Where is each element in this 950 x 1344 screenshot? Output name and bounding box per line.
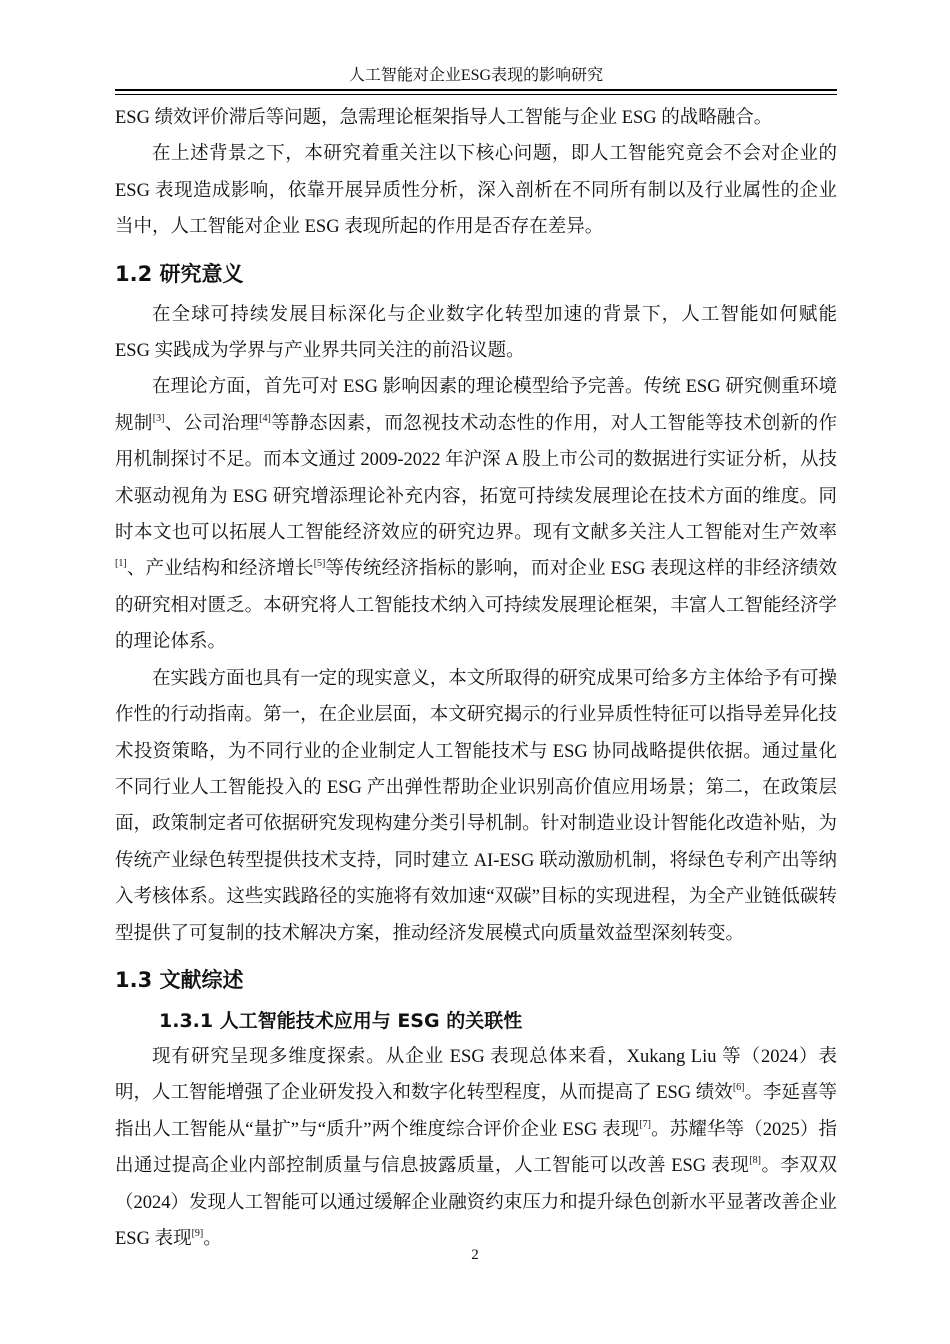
text-run: 。 bbox=[203, 1228, 222, 1249]
text-run: 、产业结构和经济增长 bbox=[126, 559, 314, 580]
citation-ref: [1] bbox=[115, 558, 127, 570]
text-run: 在理论方面，首先可对 ESG 影响因素的理论模型给予完善。传统 ESG 研究侧重环境规制 bbox=[115, 377, 837, 434]
paragraph: 在上述背景之下，本研究着重关注以下核心问题，即人工智能究竟会不会对企业的 ESG 表现造成影响，依靠开展异质性分析，深入剖析在不同所有制以及行业属性的企业当中，人工智能对企业 ESG 表现所起的作用是否存在差异。 bbox=[115, 144, 837, 238]
text-run: 。苏耀华等（2025）指出通过提高企业内部控制质量与信息披露质量，人工智能可以改善 ESG 表现 bbox=[115, 1119, 837, 1177]
section-heading: 1.2 研究意义 bbox=[115, 261, 244, 286]
header-rule-thin bbox=[115, 94, 837, 95]
paragraph bbox=[115, 369, 837, 660]
paragraph: 在全球可持续发展目标深化与企业数字化转型加速的背景下，人工智能如何赋能 ESG 实践成为学界与产业界共同关注的前沿议题。 bbox=[115, 304, 837, 362]
citation-ref: [3] bbox=[152, 412, 165, 424]
paragraph bbox=[115, 1039, 837, 1257]
paragraph: 在实践方面也具有一定的现实意义，本文所取得的研究成果可给多方主体给予有可操作性的行动指南。第一，在企业层面，本文研究揭示的行业异质性特征可以指导差异化技术投资策略，为不同行业的企业制定人工智能技术与 ESG 协同战略提供依据。通过量化不同行业人工智能投入的 ESG 产出弹性帮助企业识别高价值应用场景；第二，在政策层面，政策制定者可依据研究发现构建分类引导机制。针对制造业设计智能化改造补贴，为传统产业绿色转型提供技术支持，同时建立 AI-ESG 联动激励机制，将绿色专利产出等纳入考核体系。这些实践路径的实施将有效加速“双碳”目标的实现进程，为全产业链低碳转型提供了可复制的技术解决方案，推动经济发展模式向质量效益型深刻转变。 bbox=[115, 668, 837, 944]
citation-ref: [4] bbox=[259, 412, 271, 424]
text-run: 、公司治理 bbox=[164, 413, 260, 434]
citation-ref: [8] bbox=[749, 1155, 761, 1167]
text-run: 现有研究呈现多维度探索。从企业 ESG 表现总体来看，Xukang Liu 等（2024）表明，人工智能增强了企业研发投入和数字化转型程度，从而提高了 ESG 绩效 bbox=[115, 1046, 837, 1104]
paragraph: ESG 绩效评价滞后等问题，急需理论框架指导人工智能与企业 ESG 的战略融合。 bbox=[115, 108, 773, 128]
body-text bbox=[115, 100, 837, 1257]
citation-ref: [5] bbox=[313, 558, 326, 570]
header-rule bbox=[115, 89, 837, 91]
citation-ref: [6] bbox=[732, 1082, 745, 1094]
text-run: 。李延喜等指出人工智能从“量扩”与“质升”两个维度综合评价企业 ESG 表现 bbox=[115, 1083, 837, 1140]
text-run: 。李双双（2024）发现人工智能可以通过缓解企业融资约束压力和提升绿色创新水平显著改善企业 ESG 表现 bbox=[115, 1156, 837, 1249]
citation-ref: [7] bbox=[639, 1118, 651, 1130]
running-header: 人工智能对企业ESG表现的影响研究 bbox=[348, 67, 604, 84]
text-run: 等传统经济指标的影响，而对企业 ESG 表现这样的非经济绩效的研究相对匮乏。本研究将人工智能技术纳入可持续发展理论框架，丰富人工智能经济学的理论体系。 bbox=[115, 559, 837, 653]
subsection-heading: 1.3.1 人工智能技术应用与 ESG 的关联性 bbox=[159, 1009, 523, 1032]
section-heading: 1.3 文献综述 bbox=[115, 967, 244, 992]
page-number: 2 bbox=[471, 1247, 479, 1263]
citation-ref: [9] bbox=[191, 1227, 204, 1239]
text-run: 等静态因素，而忽视技术动态性的作用，对人工智能等技术创新的作用机制探讨不足。而本文通过 2009-2022 年沪深 A 股上市公司的数据进行实证分析，从技术驱动视角为 ESG 研究增添理论补充内容，拓宽可持续发展理论在技术方面的维度。同时本文也可以拓展人工智能经济效应的研究边界。现有文献多关注人工智能对生产效率 bbox=[115, 413, 837, 544]
